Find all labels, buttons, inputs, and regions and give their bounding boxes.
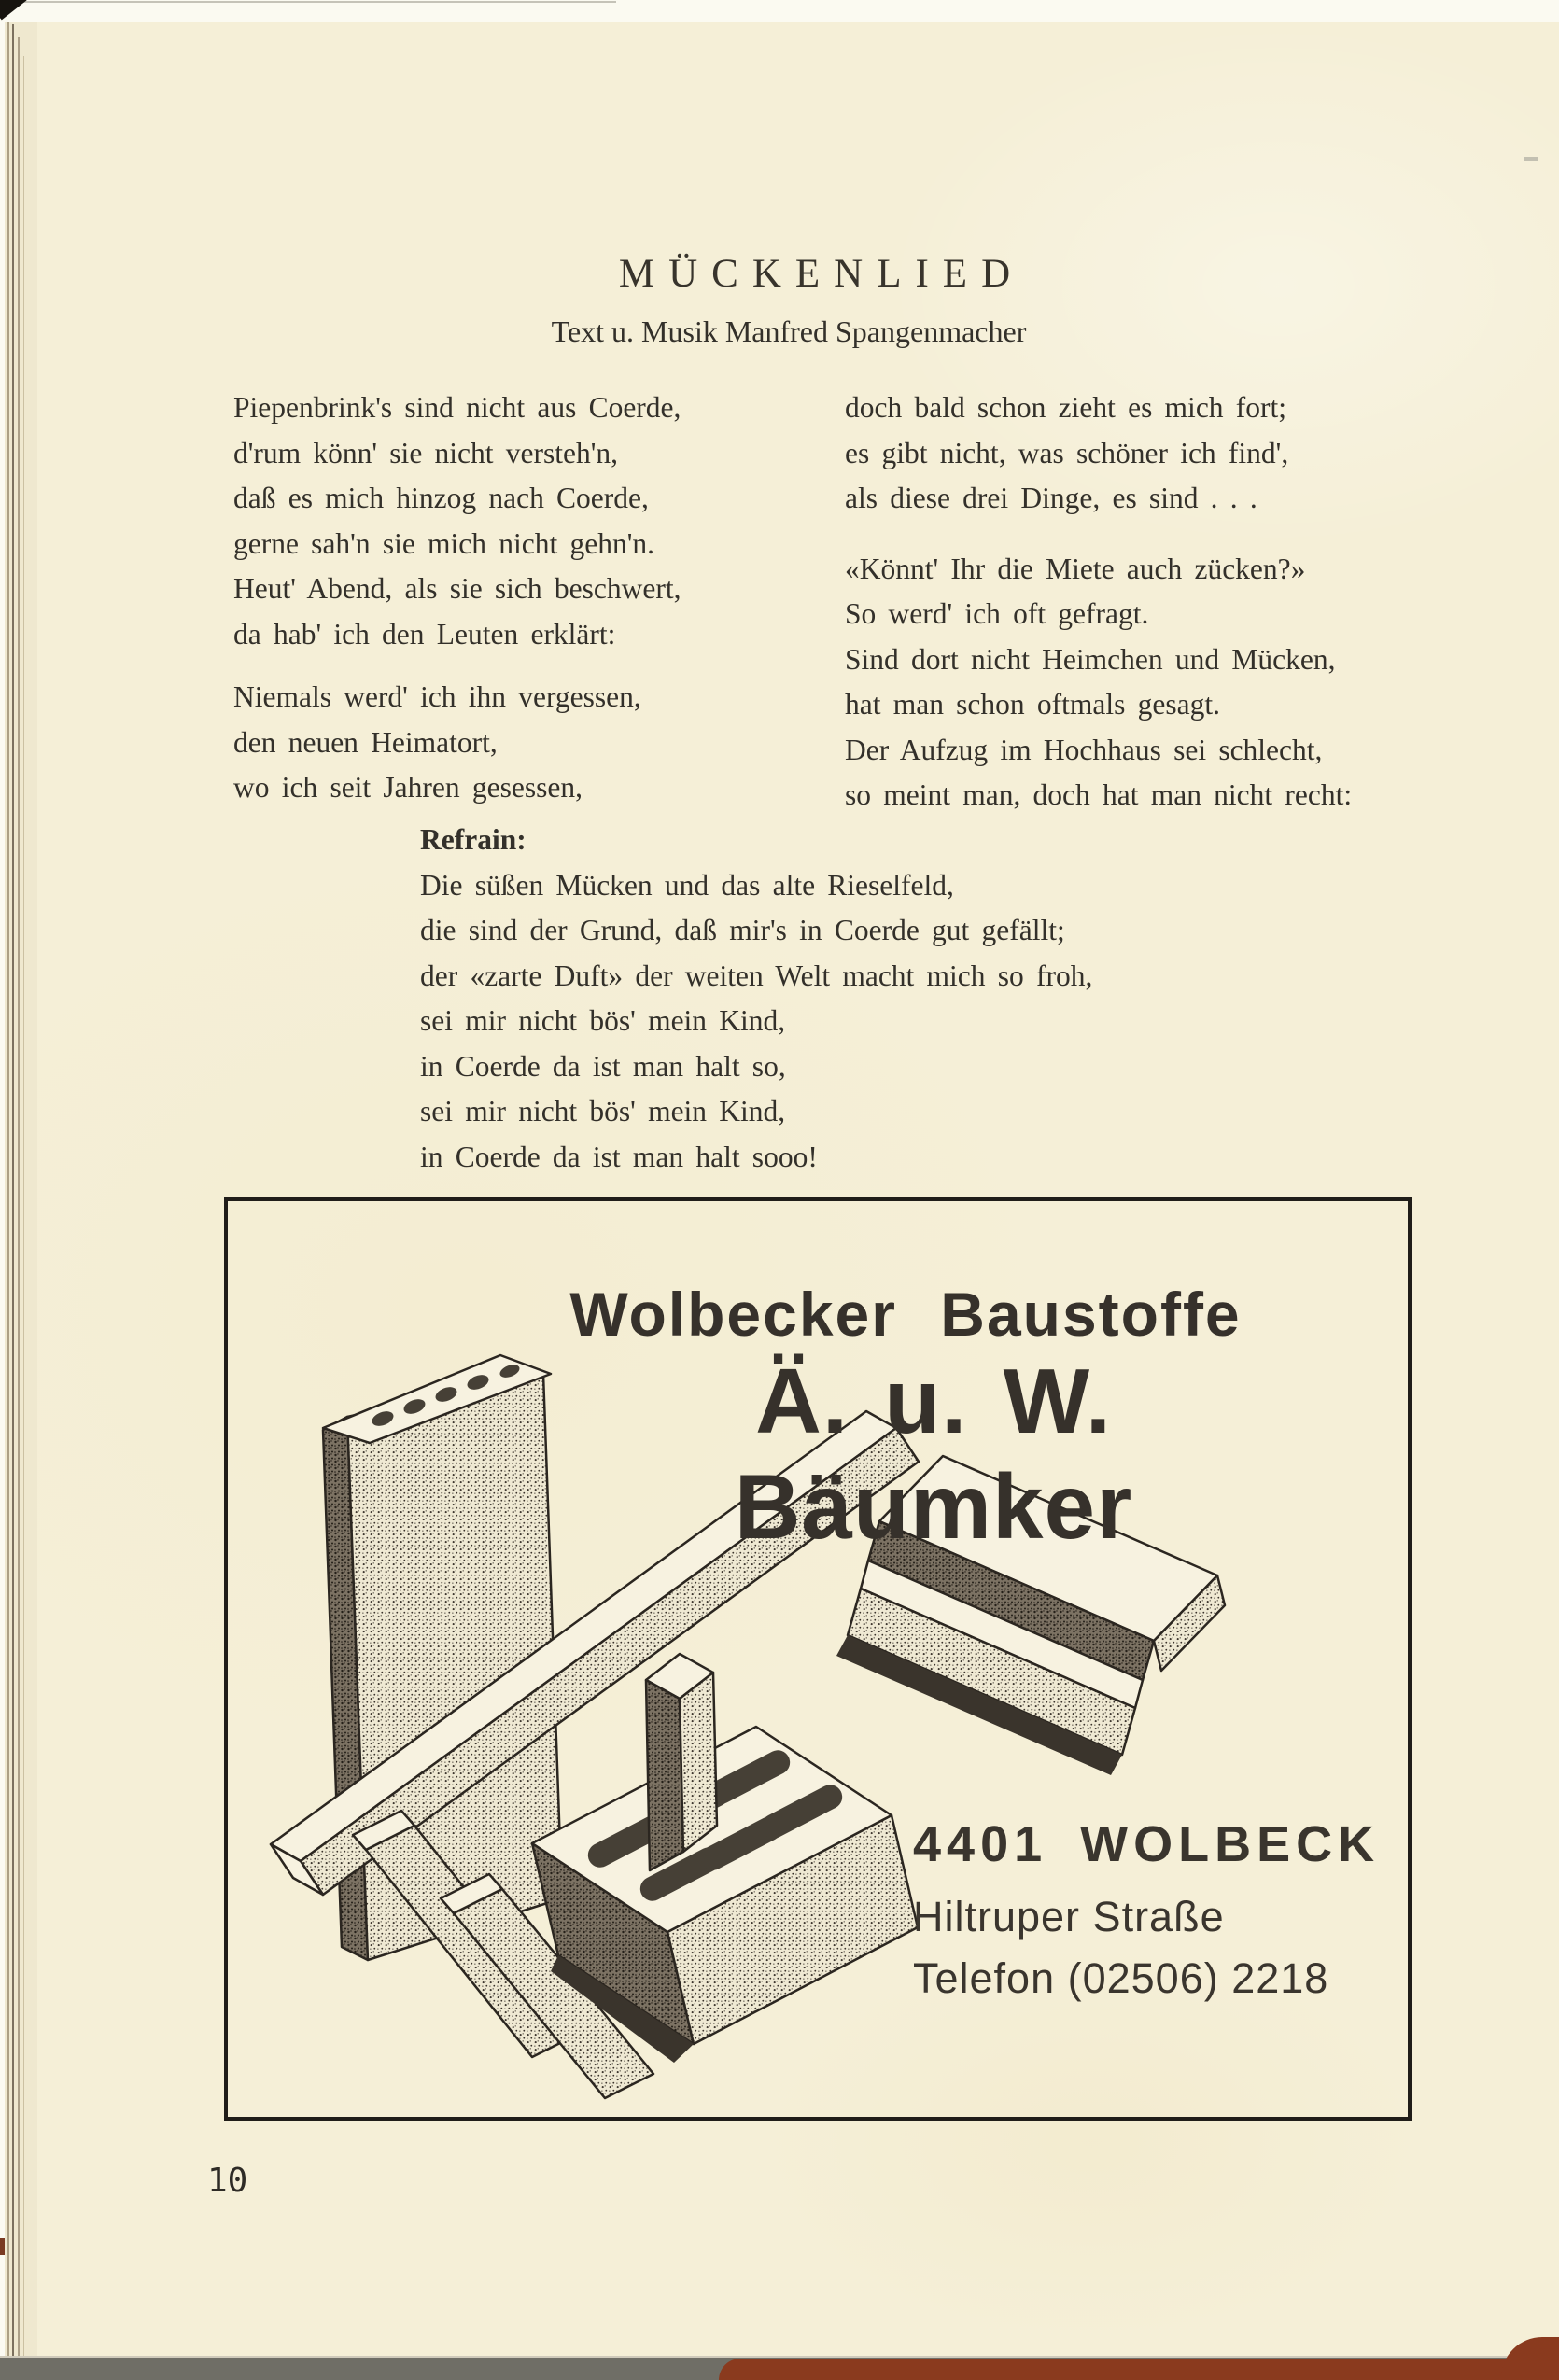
song-line: «Könnt' Ihr die Miete auch zücken?» [845,552,1306,585]
song-line: so meint man, doch hat man nicht recht: [845,778,1353,811]
song-line: Der Aufzug im Hochhaus sei schlecht, [845,733,1323,766]
scan-hairline [0,1,616,3]
song-line: Niemals werd' ich ihn vergessen, [233,680,641,713]
song-line: Piepenbrink's sind nicht aus Coerde, [233,391,681,424]
refrain-line: sei mir nicht bös' mein Kind, [420,1004,786,1037]
binding-line [23,56,24,2371]
ad-contact-block [913,1816,1381,2002]
stanza [845,547,1352,819]
song-line: gerne sah'n sie mich nicht gehn'n. [233,526,655,560]
ad-city: 4401 WOLBECK [913,1816,1381,1872]
stanza [845,385,1352,522]
song-line: es gibt nicht, was schöner ich find', [845,436,1289,469]
ad-street: Hiltruper Straße [913,1893,1225,1940]
ad-phone: Telefon (02506) 2218 [913,1954,1329,2002]
page-subtitle: Text u. Musik Manfred Spangenmacher [551,315,1027,348]
book-binding-edge [0,0,37,2380]
page-number: 10 [207,2162,248,2200]
song-line: hat man schon oftmals gesagt. [845,688,1220,721]
binding-line [18,37,20,2371]
song-column-left [233,385,681,811]
song-line: daß es mich hinzog nach Coerde, [233,482,649,514]
ad-headline: Wolbecker Baustoffe [569,1280,1242,1349]
advertisement-box [224,1197,1412,2121]
refrain-block [420,818,1092,1180]
refrain-line: die sind der Grund, daß mir's in Coerde gut gefällt; [420,914,1065,946]
refrain-line: in Coerde da ist man halt so, [420,1049,786,1083]
ad-brand-name: Ä. u. W. Bäumker [734,1350,1133,1558]
song-line: doch bald schon zieht es mich fort; [845,391,1287,424]
scan-bottom-brown-bar [719,2359,1559,2380]
scan-edge-mark [1524,157,1538,161]
binding-line [12,24,14,2367]
scan-edge-spot [0,2238,5,2255]
refrain-line: der «zarte Duft» der weiten Welt macht mich so froh, [420,959,1093,992]
scan-corner-brown [1501,2337,1559,2380]
song-line: Sind dort nicht Heimchen und Mücken, [845,642,1336,676]
song-column-right [845,385,1352,819]
song-line: Heut' Abend, als sie sich beschwert, [233,572,681,605]
refrain-line: Die süßen Mücken und das alte Rieselfeld, [420,868,954,902]
song-line: da hab' ich den Leuten erklärt: [233,617,616,651]
refrain-line: sei mir nicht bös' mein Kind, [420,1095,786,1127]
song-line: den neuen Heimatort, [233,725,498,759]
page-title: MÜCKENLIED [618,252,1025,296]
stanza [233,385,681,657]
song-line: So werd' ich oft gefragt. [845,597,1149,630]
scan-top-band [0,0,1559,22]
song-line: wo ich seit Jahren gesessen, [233,771,583,804]
refrain-line: in Coerde da ist man halt sooo! [420,1140,818,1173]
song-line: als diese drei Dinge, es sind . . . [845,482,1257,514]
refrain-label: Refrain: [420,823,527,856]
stanza [233,675,681,811]
song-line: d'rum könn' sie nicht versteh'n, [233,436,619,469]
binding-line [7,19,9,2371]
